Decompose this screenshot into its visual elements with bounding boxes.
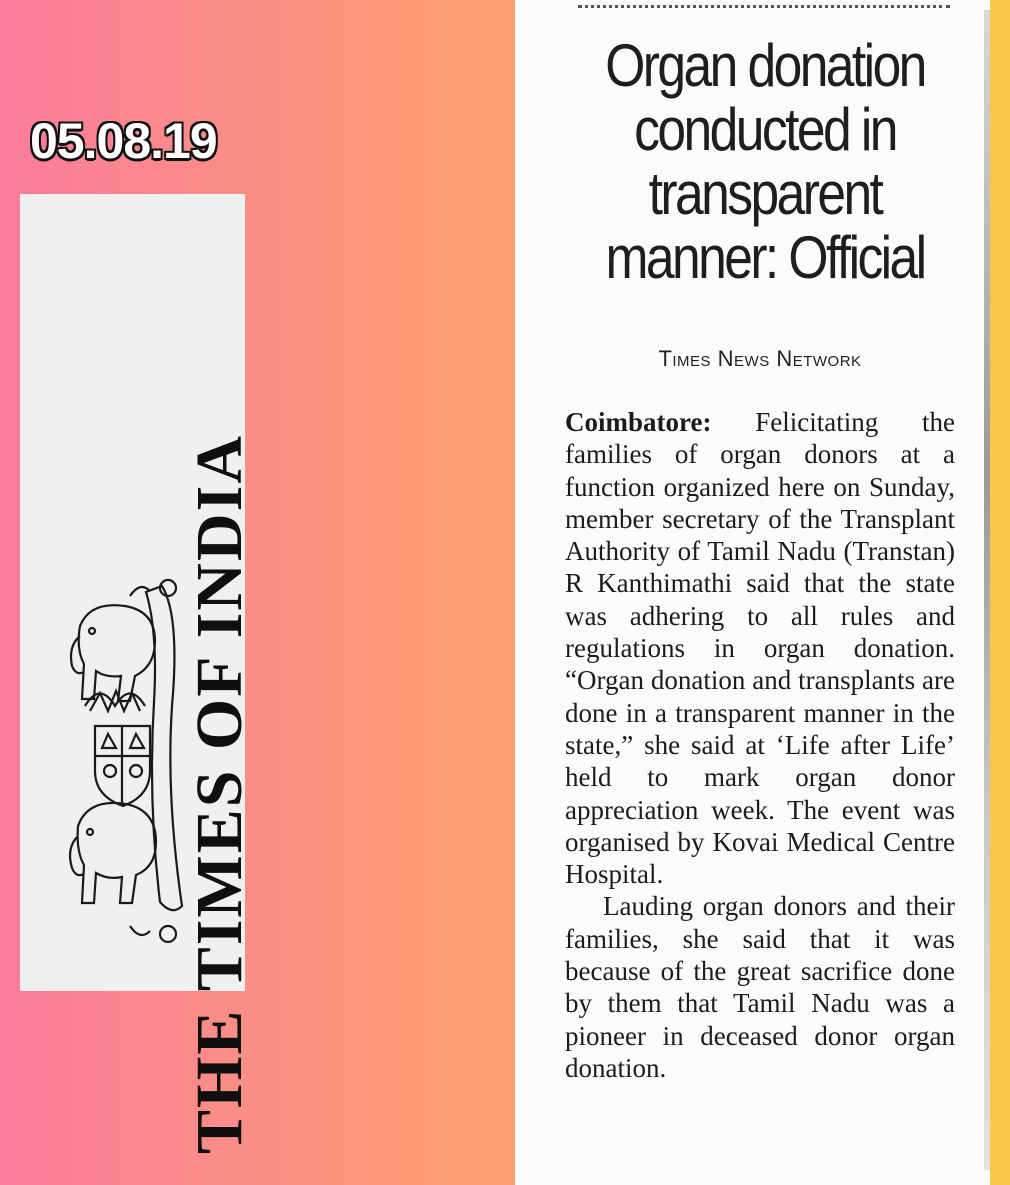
paragraph-1-text: Felicitating the families of organ donors at a function organized here on Sunday, member secretary of the Transplant Authority of Tamil Nadu (Transtan) R Kanthimathi said that the state was adhering to all rules and regulations in organ donation. “Organ donation and transplants are done in a transparent manner in the state,” she said at ‘Life after Life’ held to mark organ donor appreciation week. The event was organised by Kovai Medical Centre Hospital. <box>565 407 956 890</box>
newspaper-logo-card <box>20 194 256 1154</box>
article-paragraph-2: Lauding organ donors and their families, she said that it was because of the great sacrifice done by them that Tamil Nadu was a pioneer in deceased donor organ donation. <box>565 891 955 1083</box>
article-headline: Organ donation conducted in transparent manner: Official <box>605 32 925 291</box>
coat-of-arms-emblem <box>50 566 190 956</box>
article-body <box>565 406 955 1084</box>
article-paragraph-1 <box>565 406 955 890</box>
article-byline: Times News Network <box>658 346 862 371</box>
dotted-divider <box>578 5 950 8</box>
right-accent-strip <box>990 0 1010 1185</box>
masthead-title: THE TIMES OF INDIA <box>183 434 256 1154</box>
date-label: 05.08.19 <box>30 113 217 169</box>
article-dateline: Coimbatore: <box>565 407 712 437</box>
